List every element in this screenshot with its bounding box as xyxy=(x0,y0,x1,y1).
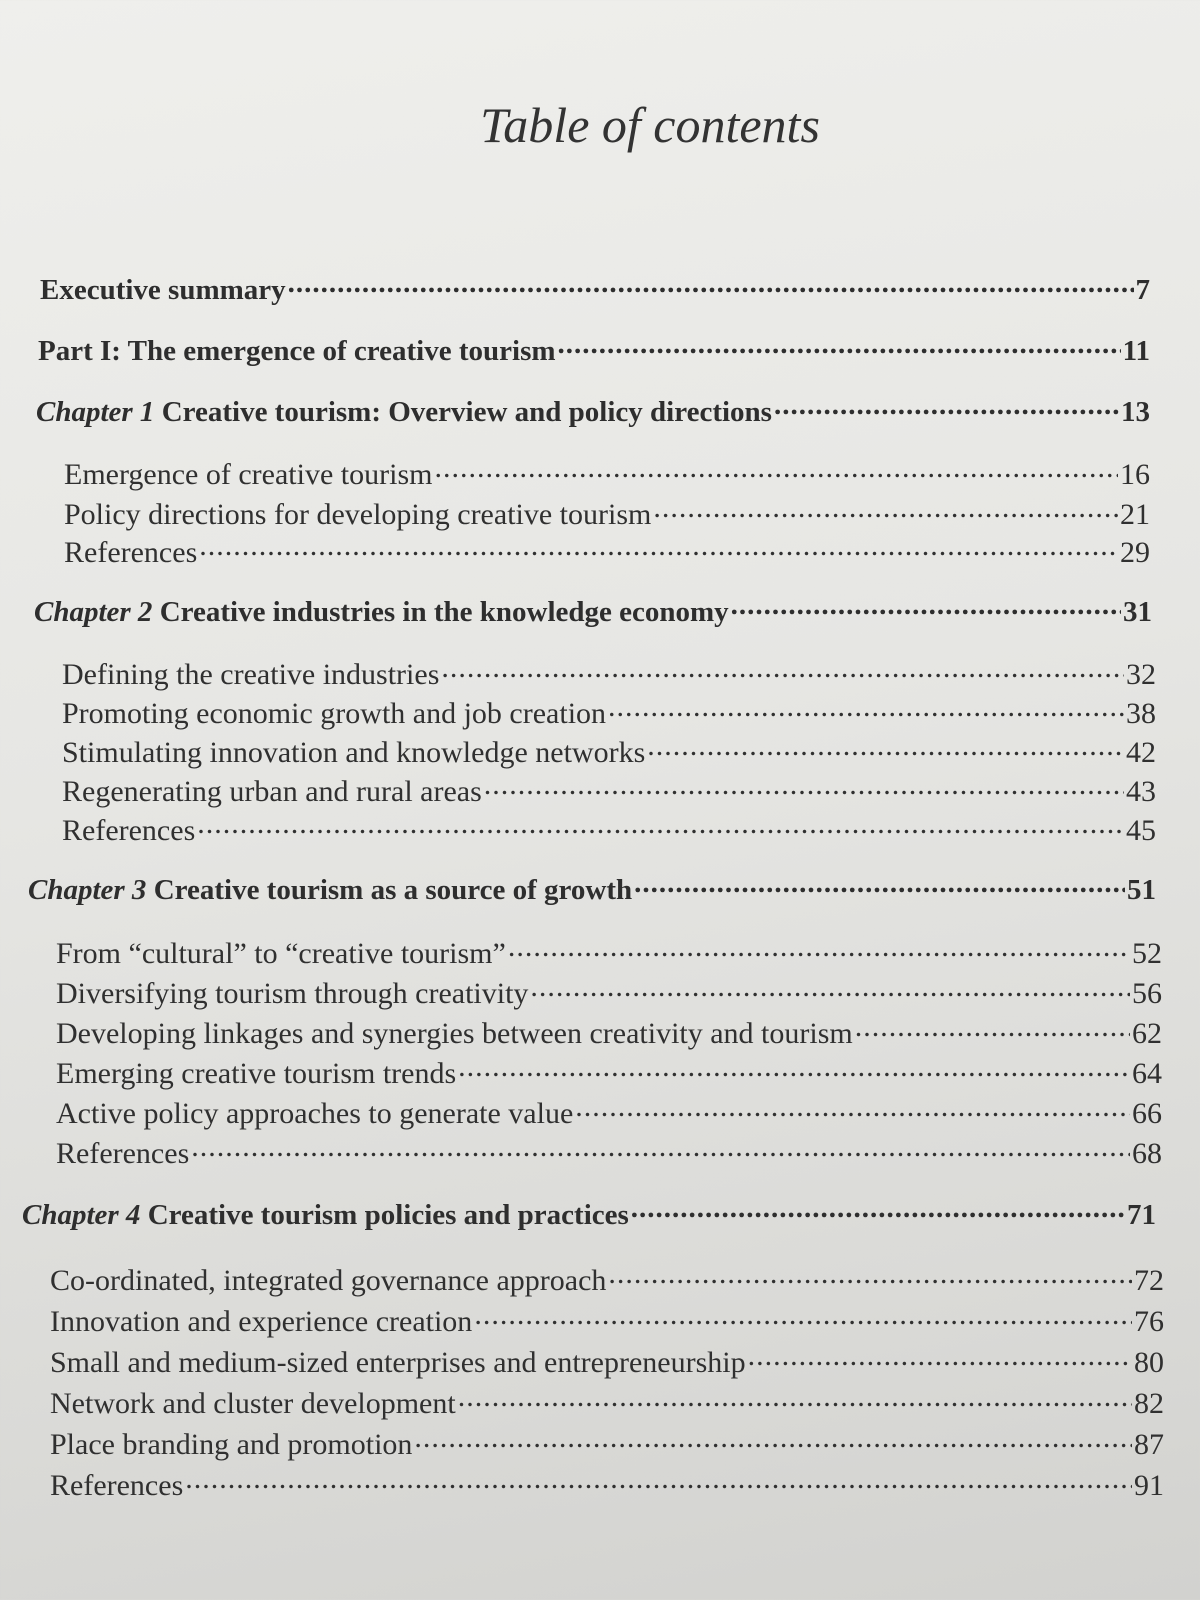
toc-page-number: 76 xyxy=(1134,1305,1164,1338)
toc-page-number: 52 xyxy=(1132,937,1162,970)
toc-entry-label: Defining the creative industries xyxy=(62,658,440,691)
toc-entry-label: Co-ordinated, integrated governance approach xyxy=(50,1264,607,1297)
toc-entry[interactable] xyxy=(22,1260,1164,1296)
chapter-title: Creative industries in the knowledge economy xyxy=(159,596,729,628)
toc-entry-label: References xyxy=(56,1137,190,1170)
toc-entry-label: Developing linkages and synergies between creativity and tourism xyxy=(56,1017,853,1050)
dot-leader xyxy=(608,693,1124,723)
toc-entry-label: From “cultural” to “creative tourism” xyxy=(56,937,506,970)
toc-entry[interactable] xyxy=(28,933,1162,969)
dot-leader xyxy=(731,592,1121,621)
toc-page-number: 91 xyxy=(1134,1469,1164,1502)
toc-page-number: 45 xyxy=(1126,814,1156,847)
dot-leader xyxy=(653,494,1118,524)
dot-leader xyxy=(558,331,1121,360)
toc-entry-label: Stimulating innovation and knowledge networks xyxy=(62,736,646,769)
dot-leader xyxy=(441,654,1124,684)
toc-page-number: 38 xyxy=(1126,697,1156,730)
dot-leader xyxy=(185,1465,1132,1495)
toc-entry[interactable] xyxy=(34,693,1156,729)
toc-page-number: 16 xyxy=(1120,458,1150,491)
dot-leader xyxy=(458,1053,1130,1083)
toc-entry[interactable] xyxy=(28,1013,1162,1049)
toc-entry-label: Emergence of creative tourism xyxy=(64,458,433,491)
toc-entry-label: Place branding and promotion xyxy=(50,1428,413,1461)
toc-page-number: 11 xyxy=(1122,335,1150,367)
toc-entry-executive-summary[interactable] xyxy=(40,270,1150,305)
toc-entry-chapter-1[interactable] xyxy=(36,392,1150,427)
dot-leader xyxy=(191,1133,1130,1163)
dot-leader xyxy=(774,392,1119,421)
toc-entry-chapter-2[interactable] xyxy=(34,592,1152,627)
toc-page-number: 42 xyxy=(1126,736,1156,769)
toc-entry-label: Part I: The emergence of creative tourism xyxy=(38,335,556,367)
toc-entry[interactable] xyxy=(34,732,1156,768)
dot-leader xyxy=(855,1013,1130,1043)
toc-page-number: 56 xyxy=(1132,977,1162,1010)
dot-leader xyxy=(748,1342,1132,1372)
dot-leader xyxy=(634,870,1125,899)
dot-leader xyxy=(474,1301,1132,1331)
toc-entry[interactable] xyxy=(34,771,1156,807)
dot-leader xyxy=(508,933,1130,963)
toc-entry-label: Promoting economic growth and job creation xyxy=(62,697,607,730)
dot-leader xyxy=(484,771,1124,801)
chapter-number: Chapter 4 xyxy=(22,1199,141,1231)
toc-page-number: 31 xyxy=(1123,596,1152,628)
toc-entry-chapter-3[interactable] xyxy=(28,870,1156,905)
toc-page-number: 7 xyxy=(1135,274,1150,306)
toc-page-number: 32 xyxy=(1126,658,1156,691)
toc-entry[interactable] xyxy=(34,810,1156,846)
toc-entry[interactable] xyxy=(28,1133,1162,1169)
toc-page-number: 51 xyxy=(1127,874,1156,906)
toc-entry-label: Diversifying tourism through creativity xyxy=(56,977,529,1010)
toc-entry[interactable] xyxy=(36,532,1150,568)
toc-entry[interactable] xyxy=(34,654,1156,690)
toc-entry-label: Small and medium-sized enterprises and entrepreneurship xyxy=(50,1346,746,1379)
toc-page-number: 71 xyxy=(1127,1199,1156,1231)
toc-entry-label xyxy=(36,398,772,427)
toc-entry-label xyxy=(34,598,729,627)
toc-page-number: 82 xyxy=(1134,1387,1164,1420)
toc-page-number: 13 xyxy=(1121,396,1150,428)
toc-page-number: 80 xyxy=(1134,1346,1164,1379)
dot-leader xyxy=(575,1093,1130,1123)
chapter-number: Chapter 1 xyxy=(36,396,155,428)
toc-entry-label: Active policy approaches to generate value xyxy=(56,1097,574,1130)
toc-entry[interactable] xyxy=(22,1301,1164,1337)
toc-page-number: 29 xyxy=(1120,536,1150,569)
toc-entry-chapter-4[interactable] xyxy=(22,1195,1156,1230)
toc-entry-label: Emerging creative tourism trends xyxy=(56,1057,457,1090)
chapter-title: Creative tourism: Overview and policy directions xyxy=(161,396,772,428)
toc-entry[interactable] xyxy=(22,1465,1164,1501)
toc-entry-label: Executive summary xyxy=(40,274,286,306)
toc-entry-label: References xyxy=(50,1469,184,1502)
toc-entry-part-1[interactable] xyxy=(38,331,1150,366)
toc-entry[interactable] xyxy=(36,494,1150,530)
dot-leader xyxy=(197,810,1124,840)
toc-entry-label: Network and cluster development xyxy=(50,1387,456,1420)
dot-leader xyxy=(288,270,1134,299)
toc-entry[interactable] xyxy=(22,1342,1164,1378)
toc-page-number: 21 xyxy=(1120,498,1150,531)
toc-entry[interactable] xyxy=(28,1093,1162,1129)
toc-page-number: 72 xyxy=(1134,1264,1164,1297)
dot-leader xyxy=(199,532,1118,562)
dot-leader xyxy=(530,973,1130,1003)
toc-page-number: 87 xyxy=(1134,1428,1164,1461)
page-title: Table of contents xyxy=(480,97,820,153)
dot-leader xyxy=(414,1424,1132,1454)
toc-page-number: 68 xyxy=(1132,1137,1162,1170)
toc-page-number: 64 xyxy=(1132,1057,1162,1090)
dot-leader xyxy=(647,732,1124,762)
toc-entry[interactable] xyxy=(28,973,1162,1009)
toc-entry-label xyxy=(22,1201,629,1230)
chapter-number: Chapter 3 xyxy=(28,874,147,906)
dot-leader xyxy=(631,1195,1125,1224)
toc-entry-label: Policy directions for developing creative tourism xyxy=(64,498,652,531)
toc-page-number: 66 xyxy=(1132,1097,1162,1130)
toc-entry[interactable] xyxy=(36,454,1150,490)
toc-entry-label: Regenerating urban and rural areas xyxy=(62,775,482,808)
toc-page-number: 62 xyxy=(1132,1017,1162,1050)
chapter-number: Chapter 2 xyxy=(34,596,153,628)
toc-entry-label: References xyxy=(62,814,196,847)
toc-entry-label xyxy=(28,876,632,905)
toc-entry[interactable] xyxy=(22,1383,1164,1419)
toc-entry[interactable] xyxy=(28,1053,1162,1089)
chapter-title: Creative tourism policies and practices xyxy=(147,1199,629,1231)
toc-page-number: 43 xyxy=(1126,775,1156,808)
toc-entry[interactable] xyxy=(22,1424,1164,1460)
toc-entry-label: References xyxy=(64,536,198,569)
toc-entry-label: Innovation and experience creation xyxy=(50,1305,473,1338)
chapter-title: Creative tourism as a source of growth xyxy=(153,874,633,906)
dot-leader xyxy=(608,1260,1132,1290)
dot-leader xyxy=(434,454,1118,484)
dot-leader xyxy=(458,1383,1132,1413)
